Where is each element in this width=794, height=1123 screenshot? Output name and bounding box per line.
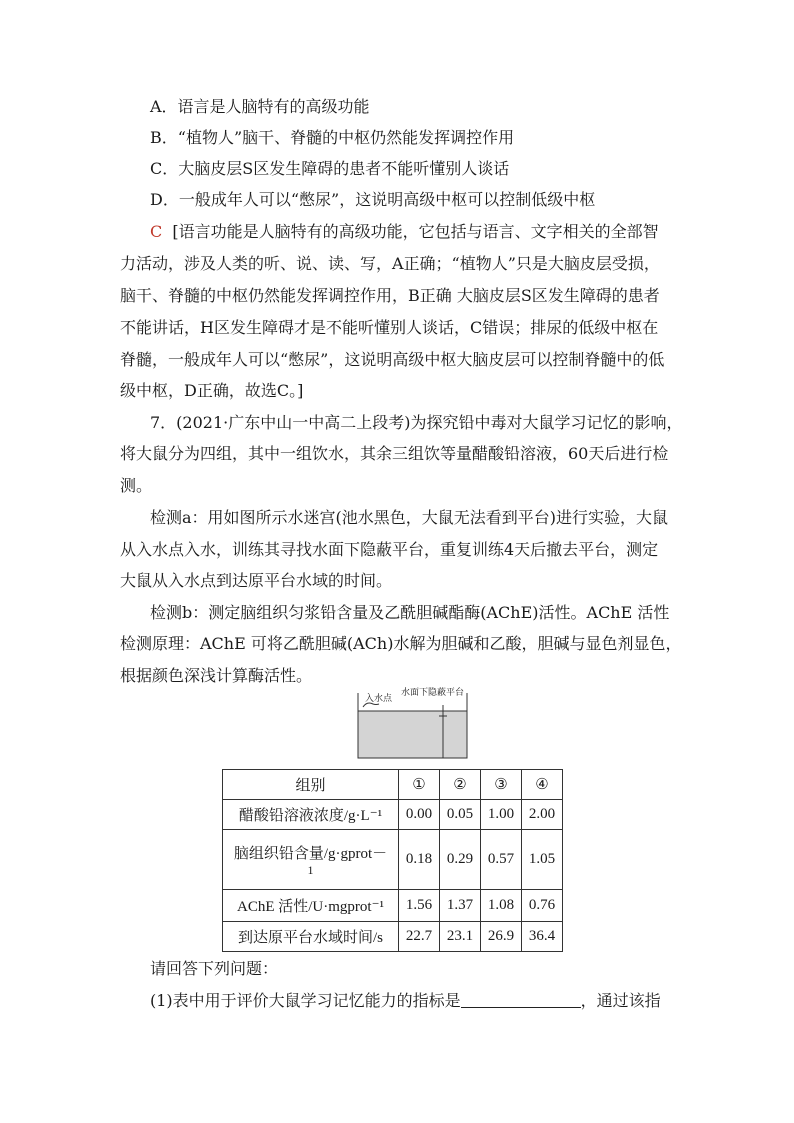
answer-line: 不能讲话，H区发生障碍才是不能听懂别人谈话，C错误；排尿的低级中枢在 bbox=[120, 318, 659, 337]
detect-a-line: 检测a：用如图所示水迷宫(池水黑色，大鼠无法看到平台)进行实验，大鼠 bbox=[150, 508, 669, 527]
water-maze-figure bbox=[355, 685, 470, 760]
detect-b-line: 检测原理：AChE 可将乙酰胆碱(ACh)水解为胆碱和乙酸，胆碱与显色剂显色， bbox=[120, 634, 682, 653]
table-cell: 0.57 bbox=[481, 830, 522, 890]
platform-label: 水面下隐蔽平台 bbox=[401, 688, 465, 698]
table-cell: 1.05 bbox=[522, 830, 563, 890]
answer-line: 脊髓，一般成年人可以“憋尿”，这说明高级中枢大脑皮层可以控制脊髓中的低 bbox=[120, 350, 665, 369]
table-cell: 1.00 bbox=[481, 800, 522, 830]
table-cell: 23.1 bbox=[440, 922, 481, 952]
table-cell: 0.29 bbox=[440, 830, 481, 890]
table-header-cell: ① bbox=[399, 770, 440, 800]
table-row bbox=[223, 830, 563, 890]
question7-line: 测。 bbox=[120, 476, 153, 495]
answer-first-line bbox=[150, 222, 710, 242]
prompt-text: 请回答下列问题： bbox=[150, 959, 279, 978]
table-row bbox=[223, 890, 563, 922]
results-table bbox=[222, 769, 563, 952]
table-cell: 1.56 bbox=[399, 890, 440, 922]
table-cell: 22.7 bbox=[399, 922, 440, 952]
table-row bbox=[223, 922, 563, 952]
detect-a-line: 大鼠从入水点到达原平台水域的时间。 bbox=[120, 571, 393, 590]
table-cell: 1.08 bbox=[481, 890, 522, 922]
table-header-row bbox=[223, 770, 563, 800]
row-label-line: 1 bbox=[307, 862, 314, 877]
answer-line: 级中枢，D正确，故选C。] bbox=[120, 381, 304, 400]
table-header-cell: 组别 bbox=[223, 770, 399, 800]
question7-line: 7．(2021·广东中山一中高二上段考)为探究铅中毒对大鼠学习记忆的影响， bbox=[150, 413, 683, 432]
option-a: A．语言是人脑特有的高级功能 bbox=[150, 97, 370, 116]
water-area bbox=[358, 711, 467, 758]
table-cell: 0.00 bbox=[399, 800, 440, 830]
answer-line: 力活动，涉及人类的听、说、读、写，A正确；“植物人”只是大脑皮层受损， bbox=[120, 254, 660, 273]
answer-letter: C bbox=[150, 222, 163, 241]
detect-b-line: 检测b：测定脑组织匀浆铅含量及乙酰胆碱酯酶(AChE)活性。AChE 活性 bbox=[150, 603, 670, 622]
table-cell: 26.9 bbox=[481, 922, 522, 952]
answer-blank bbox=[461, 991, 581, 1008]
row-label-line: 脑组织铅含量/g·gprot－ bbox=[233, 845, 388, 862]
table-cell: 1.37 bbox=[440, 890, 481, 922]
option-b: B．“植物人”脑干、脊髓的中枢仍然能发挥调控作用 bbox=[150, 128, 515, 147]
table-cell: 2.00 bbox=[522, 800, 563, 830]
row-label bbox=[223, 830, 399, 890]
table-header-cell: ③ bbox=[481, 770, 522, 800]
answer-line: 脑干、脊髓的中枢仍然能发挥调控作用，B正确 大脑皮层S区发生障碍的患者 bbox=[120, 286, 660, 305]
question-1 bbox=[150, 991, 710, 1011]
row-label: AChE 活性/U·mgprot⁻¹ bbox=[223, 890, 399, 922]
table-header-cell: ④ bbox=[522, 770, 563, 800]
option-c: C．大脑皮层S区发生障碍的患者不能听懂别人谈话 bbox=[150, 159, 510, 178]
table-header-cell: ② bbox=[440, 770, 481, 800]
table-cell: 36.4 bbox=[522, 922, 563, 952]
row-label: 醋酸铅溶液浓度/g·L⁻¹ bbox=[223, 800, 399, 830]
question7-line: 将大鼠分为四组，其中一组饮水，其余三组饮等量醋酸铅溶液，60天后进行检 bbox=[120, 444, 669, 463]
answer-text: [语言功能是人脑特有的高级功能，它包括与语言、文字相关的全部智 bbox=[172, 222, 659, 241]
entry-label: 入水点 bbox=[365, 694, 393, 704]
detect-a-line: 从入水点入水，训练其寻找水面下隐蔽平台，重复训练4天后撤去平台，测定 bbox=[120, 540, 659, 559]
table-row bbox=[223, 800, 563, 830]
table-cell: 0.05 bbox=[440, 800, 481, 830]
row-label: 到达原平台水域时间/s bbox=[223, 922, 399, 952]
table-cell: 0.76 bbox=[522, 890, 563, 922]
q1-text-after: ，通过该指 bbox=[580, 991, 661, 1010]
option-d: D．一般成年人可以“憋尿”，这说明高级中枢可以控制低级中枢 bbox=[150, 190, 596, 209]
detect-b-line: 根据颜色深浅计算酶活性。 bbox=[120, 666, 313, 685]
table-cell: 0.18 bbox=[399, 830, 440, 890]
q1-text: (1)表中用于评价大鼠学习记忆能力的指标是 bbox=[150, 991, 461, 1010]
